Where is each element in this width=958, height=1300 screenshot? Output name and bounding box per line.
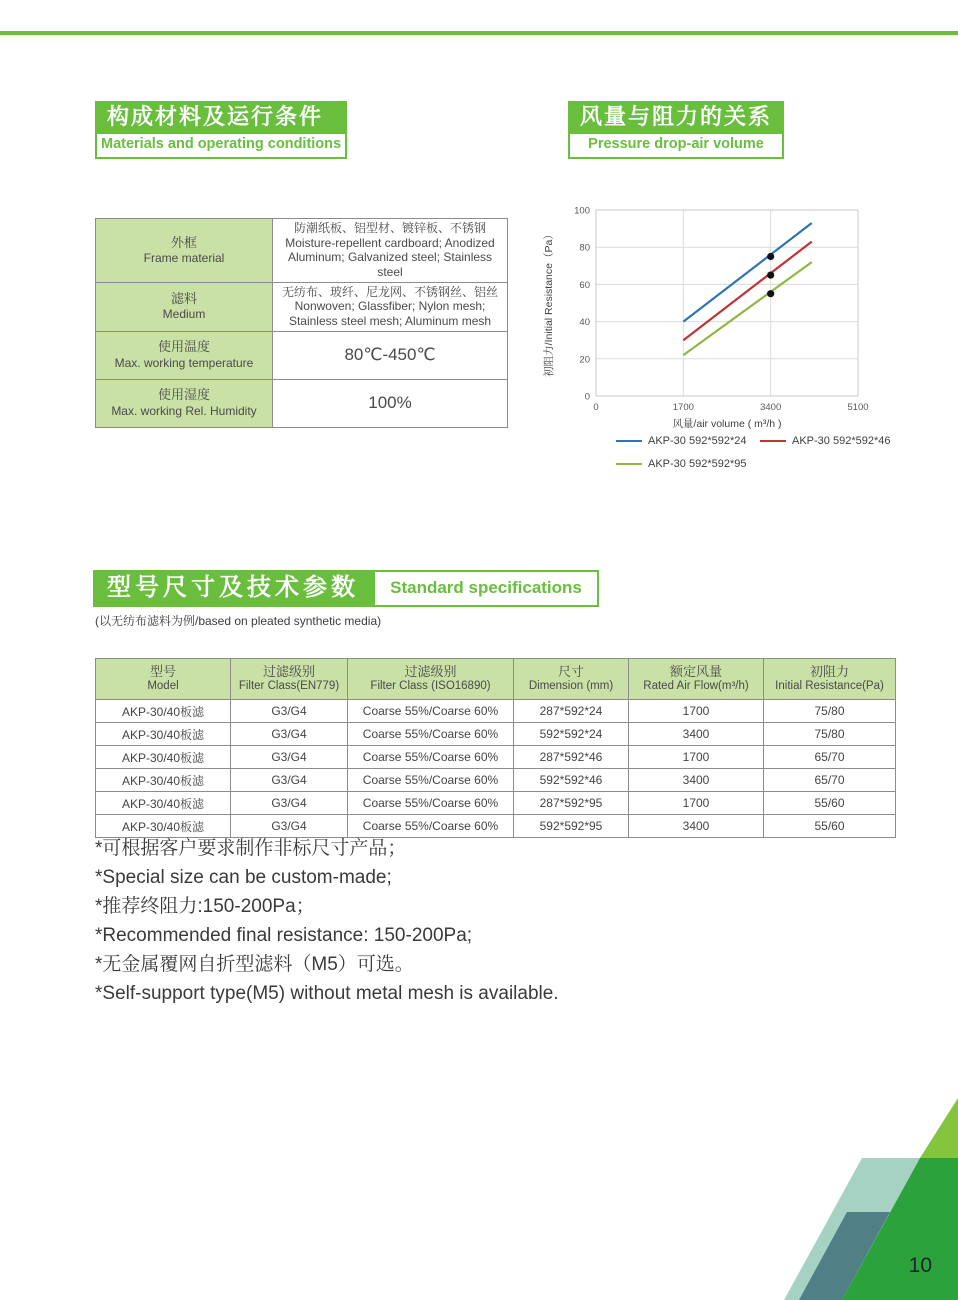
table-cell: 287*592*24 xyxy=(514,700,629,723)
y-axis-label: 初阻力/Initial Resistance（Pa） xyxy=(543,229,555,377)
column-header: 额定风量 Rated Air Flow(m³/h) xyxy=(629,659,764,700)
x-tick-label: 1700 xyxy=(672,402,694,413)
label-en: Max. working Rel. Humidity xyxy=(111,403,257,418)
legend-item xyxy=(760,435,904,447)
footnote: *推荐终阻力:150-200Pa； xyxy=(95,896,315,917)
x-tick-label: 0 xyxy=(593,402,599,413)
table-cell: 65/70 xyxy=(764,746,896,769)
value-big: 80℃-450℃ xyxy=(344,345,436,364)
section-title-en: Standard specifications xyxy=(373,570,599,607)
table-row xyxy=(96,700,896,723)
table-header-row xyxy=(96,659,896,700)
section-header-pressure xyxy=(568,101,784,159)
label-cn: 使用湿度 xyxy=(157,387,210,403)
pressure-chart xyxy=(540,192,890,487)
table-cell: 3400 xyxy=(629,815,764,838)
y-tick-label: 100 xyxy=(574,205,590,217)
section-header-materials xyxy=(95,101,347,159)
table-cell: 592*592*24 xyxy=(514,723,629,746)
data-point-marker xyxy=(767,253,774,260)
x-axis-label: 风量/air volume ( m³/h ) xyxy=(672,418,782,430)
footnote: *Self-support type(M5) without metal mesh is available. xyxy=(95,983,559,1004)
column-header: 型号 Model xyxy=(96,659,231,700)
value-line: Nonwoven; Glassfiber; Nylon mesh; Stainless steel mesh; Aluminum mesh xyxy=(288,299,492,328)
table-cell: Coarse 55%/Coarse 60% xyxy=(348,746,514,769)
table-cell: Coarse 55%/Coarse 60% xyxy=(348,769,514,792)
footnotes xyxy=(95,834,695,1008)
column-header: 过滤级别 Filter Class(EN779) xyxy=(231,659,348,700)
section-title-en: Pressure drop-air volume xyxy=(568,132,784,158)
table-cell: 75/80 xyxy=(764,723,896,746)
table-cell: G3/G4 xyxy=(231,746,348,769)
table-row xyxy=(96,282,508,331)
legend-item xyxy=(616,435,760,447)
row-value-cell xyxy=(273,219,508,283)
table-cell: 592*592*46 xyxy=(514,769,629,792)
table-cell: G3/G4 xyxy=(231,769,348,792)
legend-row xyxy=(616,458,904,470)
y-tick-label: 20 xyxy=(579,354,590,366)
label-en: Frame material xyxy=(143,250,225,265)
column-header: 过滤级别 Filter Class (ISO16890) xyxy=(348,659,514,700)
row-label-cell xyxy=(96,331,273,379)
label-cn: 外框 xyxy=(170,234,197,250)
y-tick-label: 60 xyxy=(579,279,590,291)
y-tick-label: 80 xyxy=(579,242,590,254)
table-row xyxy=(96,219,508,283)
table-cell: 3400 xyxy=(629,769,764,792)
pressure-chart-svg xyxy=(540,192,870,432)
table-cell: Coarse 55%/Coarse 60% xyxy=(348,700,514,723)
row-value-cell xyxy=(273,282,508,331)
table-cell: Coarse 55%/Coarse 60% xyxy=(348,723,514,746)
table-cell: AKP-30/40板滤 xyxy=(96,746,231,769)
y-tick-label: 0 xyxy=(584,391,590,403)
footnote: *Recommended final resistance: 150-200Pa; xyxy=(95,925,473,946)
table-cell: 3400 xyxy=(629,723,764,746)
value-line: 防潮纸板、铝型材、镀锌板、不锈钢 xyxy=(293,221,486,235)
table-cell: 1700 xyxy=(629,746,764,769)
table-cell: G3/G4 xyxy=(231,815,348,838)
plot-border xyxy=(596,210,858,396)
table-row xyxy=(96,331,508,379)
column-header: 尺寸 Dimension (mm) xyxy=(514,659,629,700)
legend-line-swatch xyxy=(760,440,786,442)
label-cn: 滤料 xyxy=(170,290,197,306)
table-cell: Coarse 55%/Coarse 60% xyxy=(348,815,514,838)
chart-legend xyxy=(616,435,904,481)
materials-table xyxy=(95,218,508,428)
row-label-cell xyxy=(96,379,273,427)
table-cell: 1700 xyxy=(629,700,764,723)
table-row xyxy=(96,746,896,769)
value-line: Moisture-repellent cardboard; Anodized Aluminum; Galvanized steel; Stainless steel xyxy=(285,235,495,279)
table-cell: 592*592*95 xyxy=(514,815,629,838)
x-tick-label: 3400 xyxy=(760,402,782,413)
corner-shape-light-green xyxy=(920,1098,958,1158)
table-cell: G3/G4 xyxy=(231,723,348,746)
table-cell: 65/70 xyxy=(764,769,896,792)
series-line xyxy=(683,223,811,322)
column-header: 初阻力 Initial Resistance(Pa) xyxy=(764,659,896,700)
table-cell: 55/60 xyxy=(764,792,896,815)
series-line xyxy=(683,262,811,355)
data-point-marker xyxy=(767,272,774,279)
table-cell: G3/G4 xyxy=(231,700,348,723)
row-label-cell xyxy=(96,282,273,331)
section-header-specs xyxy=(93,570,599,607)
value-line: 无纺布、玻纤、尼龙网、不锈钢丝、铝丝 xyxy=(281,284,498,299)
table-cell: AKP-30/40板滤 xyxy=(96,769,231,792)
table-row xyxy=(96,769,896,792)
section-title-en: Materials and operating conditions xyxy=(95,132,347,158)
row-value-cell xyxy=(273,331,508,379)
table-cell: AKP-30/40板滤 xyxy=(96,815,231,838)
legend-line-swatch xyxy=(616,463,642,465)
table-cell: Coarse 55%/Coarse 60% xyxy=(348,792,514,815)
top-accent-stripe xyxy=(0,31,958,35)
table-row xyxy=(96,723,896,746)
table-row xyxy=(96,792,896,815)
legend-line-swatch xyxy=(616,440,642,442)
table-cell: AKP-30/40板滤 xyxy=(96,792,231,815)
spec-table xyxy=(95,658,896,838)
spec-table-body xyxy=(96,700,896,838)
table-cell: AKP-30/40板滤 xyxy=(96,700,231,723)
series-line xyxy=(683,242,811,341)
page-number: 10 xyxy=(908,1254,932,1277)
table-cell: AKP-30/40板滤 xyxy=(96,723,231,746)
row-label-cell xyxy=(96,219,273,283)
legend-row xyxy=(616,435,904,447)
legend-label: AKP-30 592*592*24 xyxy=(648,435,747,447)
data-point-marker xyxy=(767,290,774,297)
spec-note: (以无纺布滤料为例/based on pleated synthetic media) xyxy=(95,614,382,628)
table-cell: 287*592*46 xyxy=(514,746,629,769)
table-cell: G3/G4 xyxy=(231,792,348,815)
value-big: 100% xyxy=(368,393,412,412)
label-en: Max. working temperature xyxy=(114,355,254,370)
footnote: *Special size can be custom-made; xyxy=(95,867,392,888)
legend-item xyxy=(616,458,760,470)
section-title-cn: 构成材料及运行条件 xyxy=(95,101,347,132)
y-tick-label: 40 xyxy=(579,317,590,329)
footnote: *无金属覆网自折型滤料（M5）可选。 xyxy=(95,954,414,975)
table-cell: 287*592*95 xyxy=(514,792,629,815)
table-cell: 55/60 xyxy=(764,815,896,838)
table-cell: 75/80 xyxy=(764,700,896,723)
table-row xyxy=(96,379,508,427)
section-title-cn: 风量与阻力的关系 xyxy=(568,101,784,132)
footnote: *可根据客户要求制作非标尺寸产品； xyxy=(95,838,407,859)
section-title-cn: 型号尺寸及技术参数 xyxy=(93,570,373,607)
label-en: Medium xyxy=(162,307,206,322)
x-tick-label: 5100 xyxy=(847,402,869,413)
table-cell: 1700 xyxy=(629,792,764,815)
row-value-cell xyxy=(273,379,508,427)
legend-label: AKP-30 592*592*95 xyxy=(648,458,747,470)
legend-label: AKP-30 592*592*46 xyxy=(792,435,891,447)
label-cn: 使用温度 xyxy=(157,339,210,355)
